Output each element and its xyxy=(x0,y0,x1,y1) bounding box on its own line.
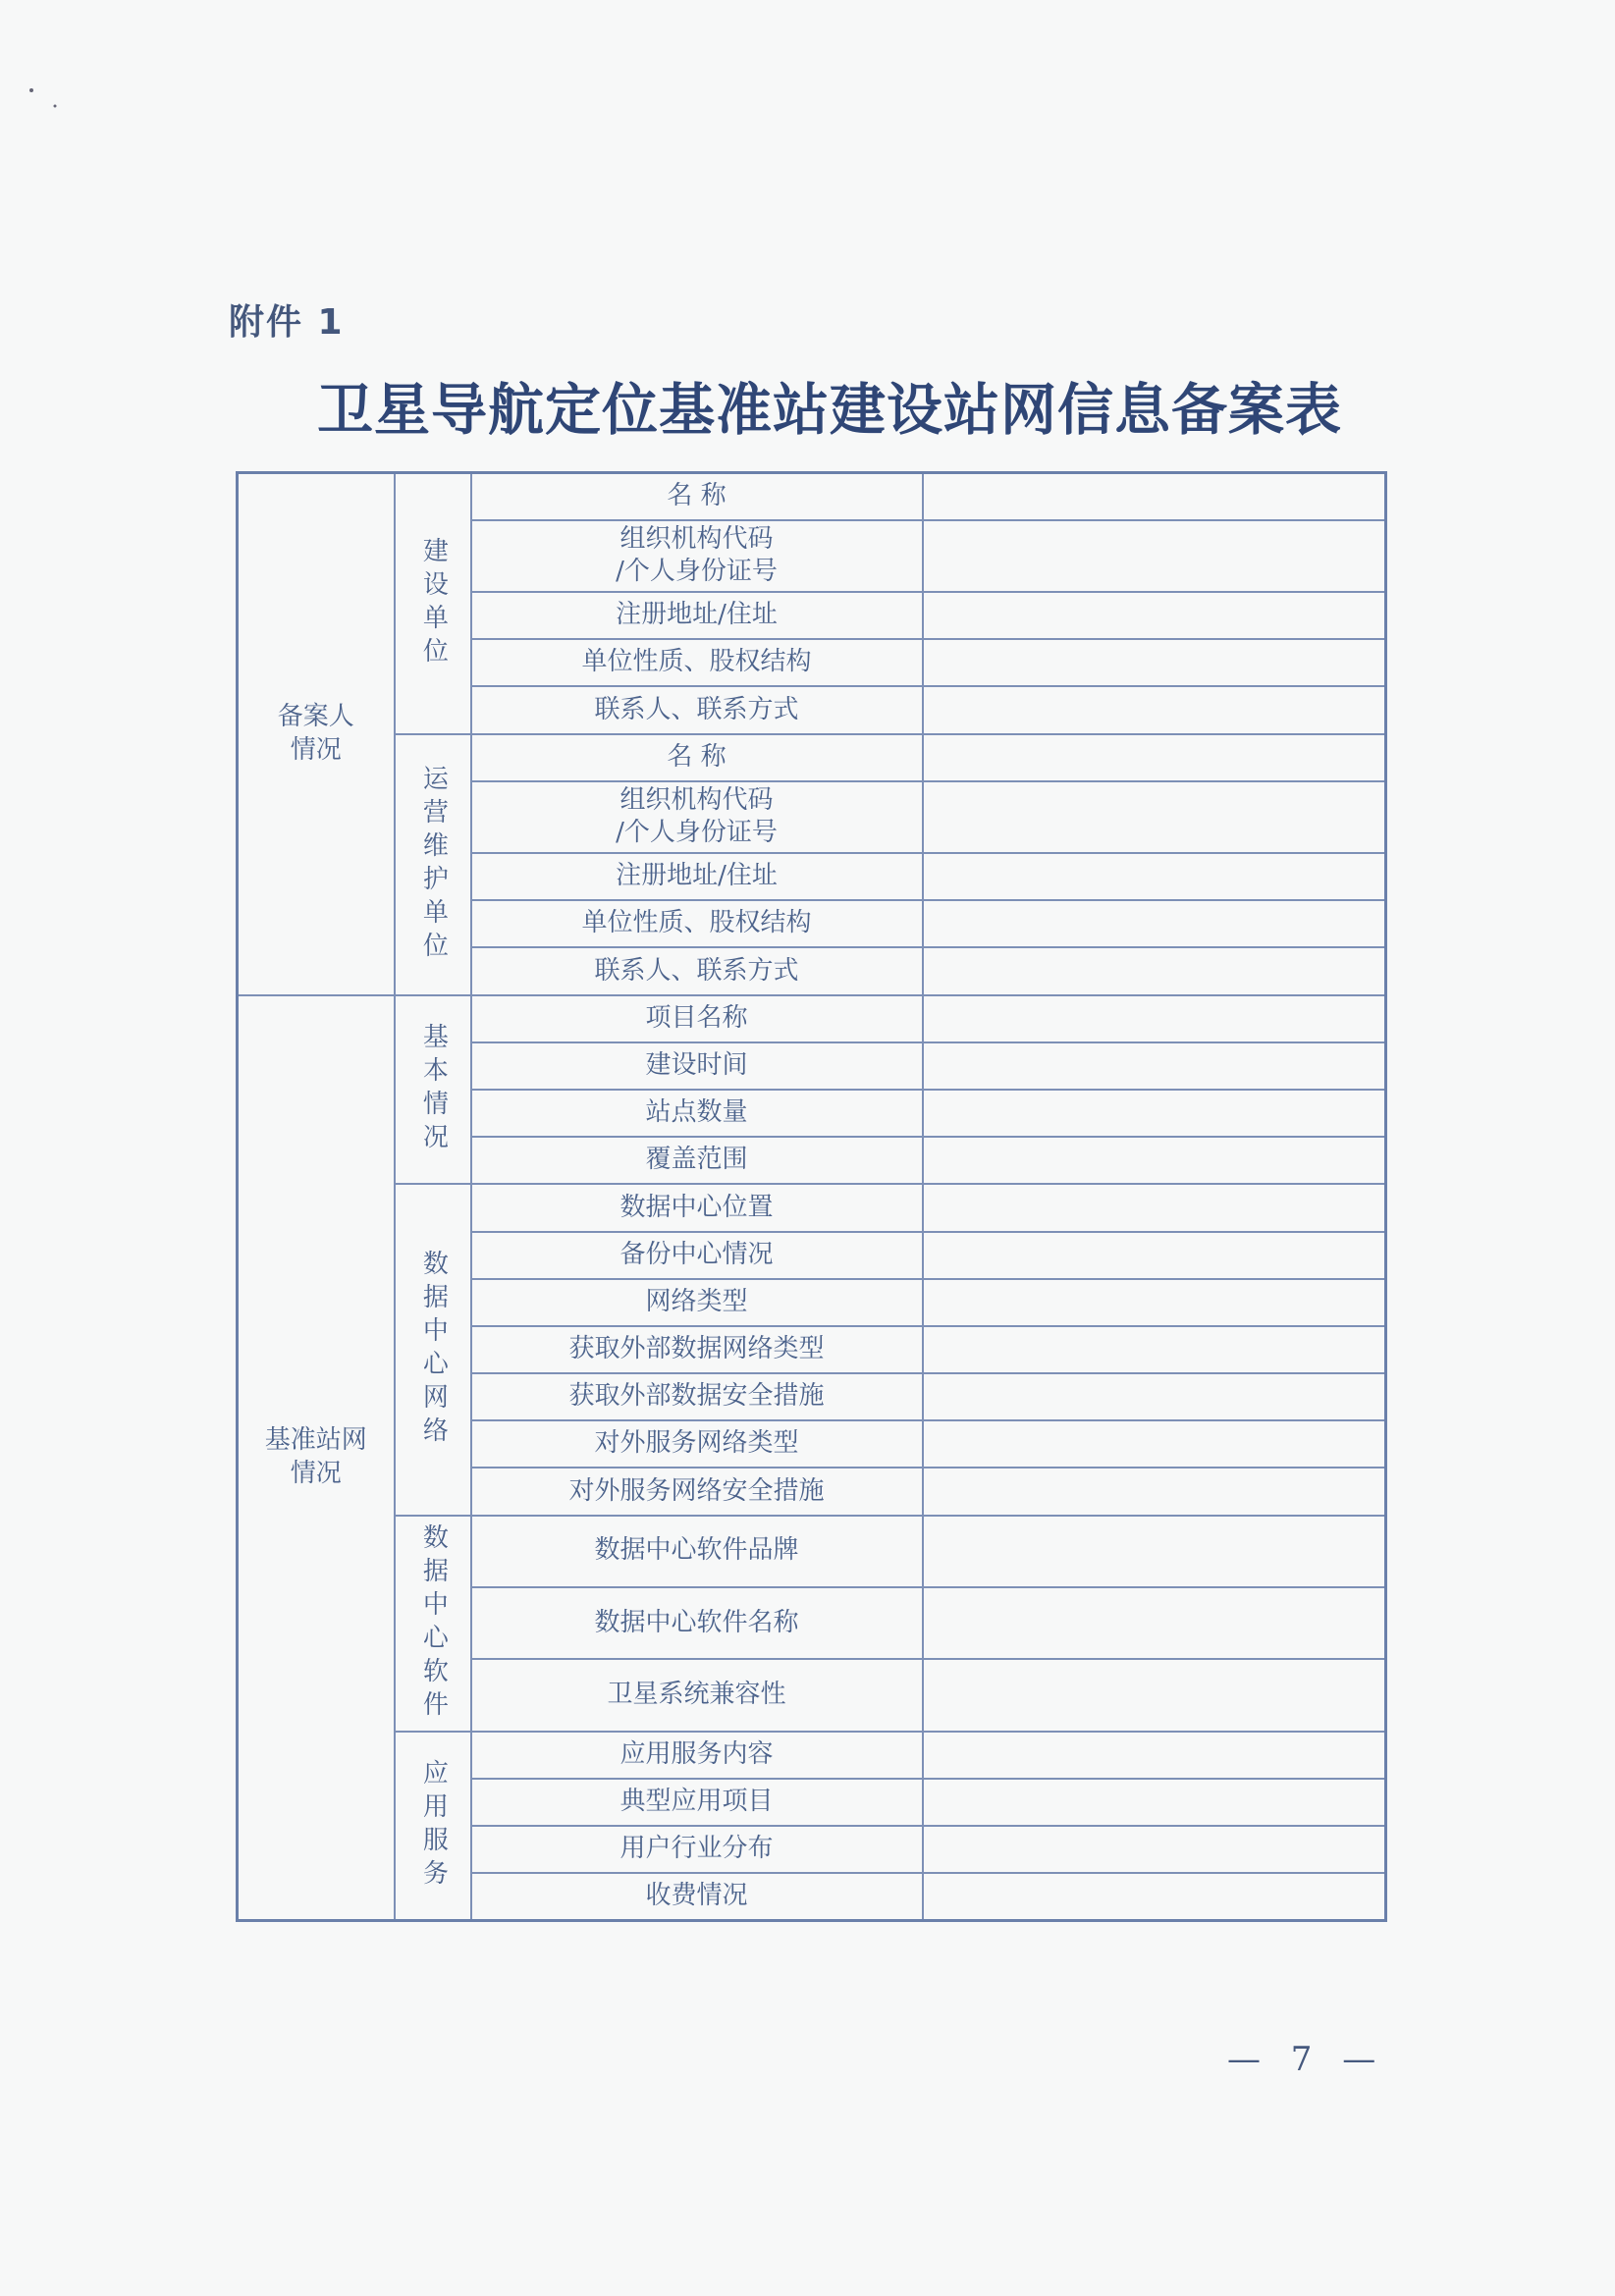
field-label: 对外服务网络类型 xyxy=(471,1420,923,1468)
field-value-cell[interactable] xyxy=(923,1420,1386,1468)
field-label: 网络类型 xyxy=(471,1279,923,1326)
field-value-cell[interactable] xyxy=(923,853,1386,900)
field-value-cell[interactable] xyxy=(923,781,1386,853)
field-label: 覆盖范围 xyxy=(471,1137,923,1184)
field-label: 卫星系统兼容性 xyxy=(471,1659,923,1731)
group-filer-info: 备案人 情况 xyxy=(238,473,395,995)
section-construction-unit: 建设单位 xyxy=(395,473,471,734)
field-label: 数据中心位置 xyxy=(471,1184,923,1231)
field-label: 联系人、联系方式 xyxy=(471,686,923,733)
field-value-cell[interactable] xyxy=(923,995,1386,1042)
field-label: 用户行业分布 xyxy=(471,1826,923,1873)
field-value-cell[interactable] xyxy=(923,1468,1386,1515)
field-label: 收费情况 xyxy=(471,1873,923,1920)
group-station-network-info: 基准站网 情况 xyxy=(238,995,395,1921)
field-value-cell[interactable] xyxy=(923,1516,1386,1587)
field-value-cell[interactable] xyxy=(923,1779,1386,1826)
section-basic-info: 基本情况 xyxy=(395,995,471,1185)
field-label: 应用服务内容 xyxy=(471,1732,923,1779)
field-value-cell[interactable] xyxy=(923,1279,1386,1326)
field-label: 站点数量 xyxy=(471,1090,923,1137)
field-value-cell[interactable] xyxy=(923,1090,1386,1137)
field-value-cell[interactable] xyxy=(923,1373,1386,1420)
field-label: 获取外部数据安全措施 xyxy=(471,1373,923,1420)
section-data-center-software: 数据中心软件 xyxy=(395,1516,471,1732)
field-value-cell[interactable] xyxy=(923,473,1386,520)
field-value-cell[interactable] xyxy=(923,734,1386,781)
filing-form-table xyxy=(236,471,1387,1922)
form-title: 卫星导航定位基准站建设站网信息备案表 xyxy=(317,377,1342,443)
section-data-center-network: 数据中心网络 xyxy=(395,1184,471,1515)
field-label: 备份中心情况 xyxy=(471,1232,923,1279)
field-label: 数据中心软件品牌 xyxy=(471,1516,923,1587)
field-label: 对外服务网络安全措施 xyxy=(471,1468,923,1515)
field-value-cell[interactable] xyxy=(923,1659,1386,1731)
field-value-cell[interactable] xyxy=(923,1826,1386,1873)
field-value-cell[interactable] xyxy=(923,947,1386,994)
section-application-service: 应用服务 xyxy=(395,1732,471,1921)
field-label: 联系人、联系方式 xyxy=(471,947,923,994)
field-value-cell[interactable] xyxy=(923,1184,1386,1231)
field-value-cell[interactable] xyxy=(923,520,1386,592)
field-label: 建设时间 xyxy=(471,1042,923,1090)
scan-specks xyxy=(29,10,88,118)
field-label: 单位性质、股权结构 xyxy=(471,639,923,686)
field-value-cell[interactable] xyxy=(923,639,1386,686)
field-label: 名 称 xyxy=(471,734,923,781)
field-label: 典型应用项目 xyxy=(471,1779,923,1826)
field-label: 名 称 xyxy=(471,473,923,520)
field-value-cell[interactable] xyxy=(923,1587,1386,1659)
field-label: 数据中心软件名称 xyxy=(471,1587,923,1659)
field-label: 注册地址/住址 xyxy=(471,592,923,639)
field-value-cell[interactable] xyxy=(923,1232,1386,1279)
field-value-cell[interactable] xyxy=(923,592,1386,639)
field-value-cell[interactable] xyxy=(923,900,1386,947)
field-label: 组织机构代码 /个人身份证号 xyxy=(471,520,923,592)
field-value-cell[interactable] xyxy=(923,1137,1386,1184)
attachment-label: 附件 1 xyxy=(229,302,345,343)
field-value-cell[interactable] xyxy=(923,1873,1386,1920)
field-value-cell[interactable] xyxy=(923,1042,1386,1090)
field-label: 单位性质、股权结构 xyxy=(471,900,923,947)
field-label: 项目名称 xyxy=(471,995,923,1042)
field-value-cell[interactable] xyxy=(923,1326,1386,1373)
section-operation-unit: 运营维护单位 xyxy=(395,734,471,995)
field-label: 组织机构代码 /个人身份证号 xyxy=(471,781,923,853)
page-number: — 7 — xyxy=(1227,2040,1386,2079)
field-label: 注册地址/住址 xyxy=(471,853,923,900)
field-value-cell[interactable] xyxy=(923,686,1386,733)
field-label: 获取外部数据网络类型 xyxy=(471,1326,923,1373)
field-value-cell[interactable] xyxy=(923,1732,1386,1779)
